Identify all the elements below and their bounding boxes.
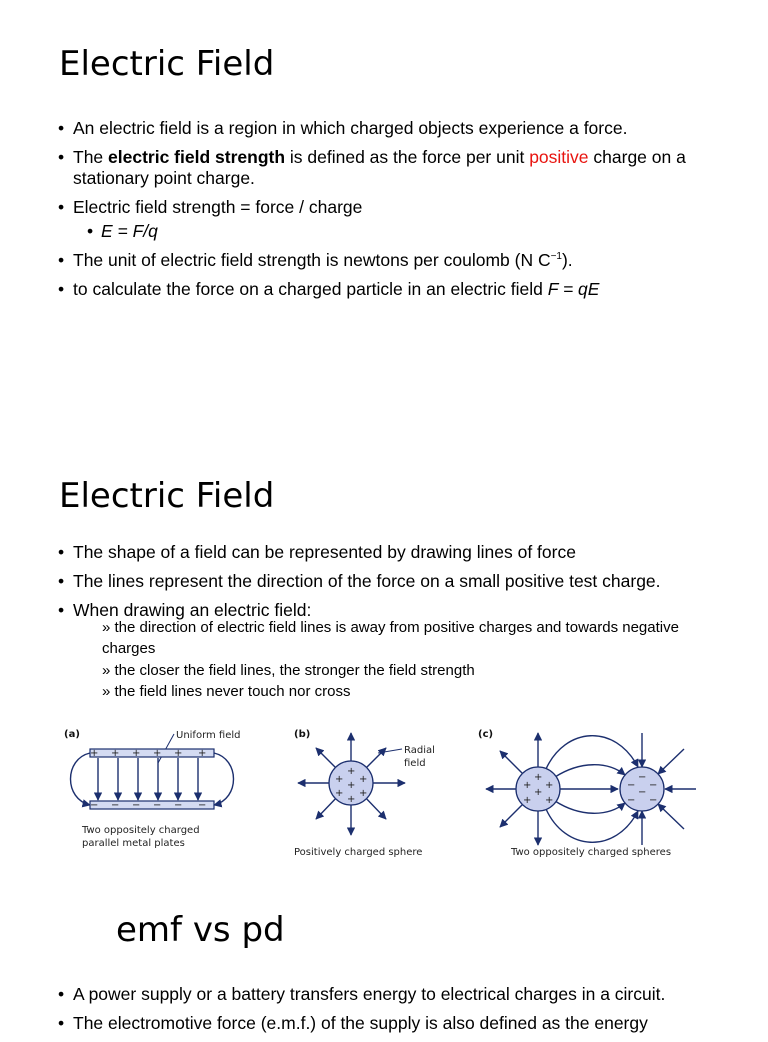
field-diagrams-figure bbox=[60, 725, 710, 867]
minus-sign: − bbox=[198, 800, 207, 811]
detail-item: » the direction of electric field lines is away from positive charges and towards negative charges bbox=[102, 618, 679, 657]
plus-sign: + bbox=[545, 795, 554, 806]
minus-sign: − bbox=[174, 800, 183, 811]
formula: F = qE bbox=[547, 278, 600, 299]
radial-field-diagram bbox=[294, 729, 435, 858]
negative-plate bbox=[90, 801, 214, 809]
caption-line-2: parallel metal plates bbox=[82, 838, 185, 849]
label-leader-line bbox=[378, 749, 402, 753]
field-line bbox=[658, 804, 684, 829]
slide-title: emf vs pd bbox=[116, 910, 285, 950]
bullet-list bbox=[58, 118, 738, 308]
minus-sign: − bbox=[627, 795, 636, 806]
plus-sign: + bbox=[153, 748, 162, 759]
slide-title: Electric Field bbox=[59, 476, 275, 516]
bold-term: electric field strength bbox=[108, 147, 286, 167]
plus-sign: + bbox=[347, 794, 356, 805]
bullet-list bbox=[58, 984, 738, 1042]
field-line bbox=[555, 765, 625, 777]
bullet-item bbox=[58, 118, 738, 139]
bullet-item bbox=[58, 1013, 738, 1034]
panel-letter-b: (b) bbox=[294, 729, 311, 740]
field-line bbox=[555, 801, 625, 813]
bullet-text: Electric field strength = force / charge bbox=[73, 196, 363, 217]
dipole-field-diagram bbox=[478, 729, 696, 858]
field-diagrams-svg bbox=[60, 725, 710, 867]
uniform-field-lines bbox=[71, 753, 234, 805]
panel-letter-c: (c) bbox=[478, 729, 494, 740]
minus-sign: − bbox=[649, 795, 658, 806]
positive-plate bbox=[90, 749, 214, 757]
bullet-text: ). bbox=[561, 249, 573, 270]
minus-sign: − bbox=[132, 800, 141, 811]
bullet-text: When drawing an electric field: bbox=[73, 600, 312, 620]
edge-field-line bbox=[71, 753, 91, 805]
bullet-item bbox=[58, 600, 738, 703]
bullet-item bbox=[58, 147, 738, 188]
plus-sign: + bbox=[174, 748, 183, 759]
bullet-item bbox=[58, 279, 738, 300]
bullet-text: The unit of electric field strength is newtons per coulomb (N C bbox=[73, 249, 551, 270]
radial-label-line-2: field bbox=[404, 758, 426, 769]
slide-title: Electric Field bbox=[59, 44, 275, 84]
detail-list bbox=[102, 617, 682, 703]
bullet-text: The shape of a field can be represented by drawing lines of force bbox=[73, 542, 576, 562]
bullet-text: An electric field is a region in which charged objects experience a force. bbox=[73, 118, 628, 138]
bullet-text: charge on a stationary point charge. bbox=[73, 147, 686, 188]
bullet-item bbox=[58, 984, 738, 1005]
minus-sign: − bbox=[638, 787, 647, 798]
minus-sign: − bbox=[627, 780, 636, 791]
minus-sign: − bbox=[649, 780, 658, 791]
plus-sign: + bbox=[111, 748, 120, 759]
uniform-field-diagram bbox=[64, 729, 241, 849]
minus-sign: − bbox=[90, 800, 99, 811]
plus-sign: + bbox=[335, 788, 344, 799]
radial-caption: Positively charged sphere bbox=[294, 847, 423, 858]
edge-field-line bbox=[214, 753, 234, 805]
slide-electric-field-definition bbox=[0, 0, 768, 432]
plus-sign: + bbox=[347, 780, 356, 791]
field-line bbox=[658, 749, 684, 774]
dipole-caption: Two oppositely charged spheres bbox=[511, 847, 672, 858]
highlighted-word: positive bbox=[529, 147, 589, 167]
superscript: −1 bbox=[550, 250, 562, 262]
bullet-text: to calculate the force on a charged particle in an electric field bbox=[73, 278, 548, 299]
plus-sign: + bbox=[534, 772, 543, 783]
plus-sign: + bbox=[347, 766, 356, 777]
plus-sign: + bbox=[359, 788, 368, 799]
plus-sign: + bbox=[90, 748, 99, 759]
minus-sign: − bbox=[638, 772, 647, 783]
bullet-item bbox=[58, 197, 738, 242]
bullet-text: The lines represent the direction of the force on a small positive test charge. bbox=[73, 571, 661, 591]
slide-emf-vs-pd bbox=[0, 892, 768, 1033]
slide-electric-field-lines bbox=[0, 432, 768, 892]
bullet-item bbox=[58, 571, 738, 592]
formula-bullet: • E = F/q bbox=[87, 221, 738, 241]
plus-sign: + bbox=[198, 748, 207, 759]
radial-label-line-1: Radial bbox=[404, 745, 435, 756]
plus-sign: + bbox=[523, 795, 532, 806]
plus-sign: + bbox=[523, 780, 532, 791]
bullet-item bbox=[58, 542, 738, 563]
plus-sign: + bbox=[359, 774, 368, 785]
field-line bbox=[500, 751, 523, 774]
caption-line-1: Two oppositely charged bbox=[82, 825, 200, 836]
bullet-list bbox=[58, 542, 738, 711]
plus-sign: + bbox=[335, 774, 344, 785]
minus-sign: − bbox=[111, 800, 120, 811]
panel-letter-a: (a) bbox=[64, 729, 80, 740]
bullet-item bbox=[58, 250, 738, 271]
plus-sign: + bbox=[534, 787, 543, 798]
field-line bbox=[546, 809, 638, 842]
sub-bullet-list bbox=[73, 221, 738, 241]
plus-sign: + bbox=[545, 780, 554, 791]
bullet-text: is defined as the force per unit bbox=[285, 147, 530, 167]
detail-item: » the field lines never touch nor cross bbox=[102, 683, 351, 700]
bullet-text: The bbox=[73, 147, 109, 167]
plus-sign: + bbox=[132, 748, 141, 759]
bullet-text: A power supply or a battery transfers energy to electrical charges in a circuit. bbox=[73, 984, 666, 1004]
field-line bbox=[500, 804, 523, 827]
bullet-text: The electromotive force (e.m.f.) of the supply is also defined as the energy bbox=[73, 1013, 648, 1033]
minus-sign: − bbox=[153, 800, 162, 811]
detail-item: » the closer the field lines, the stronger the field strength bbox=[102, 661, 475, 679]
field-line bbox=[546, 736, 638, 769]
uniform-field-label: Uniform field bbox=[176, 730, 241, 741]
